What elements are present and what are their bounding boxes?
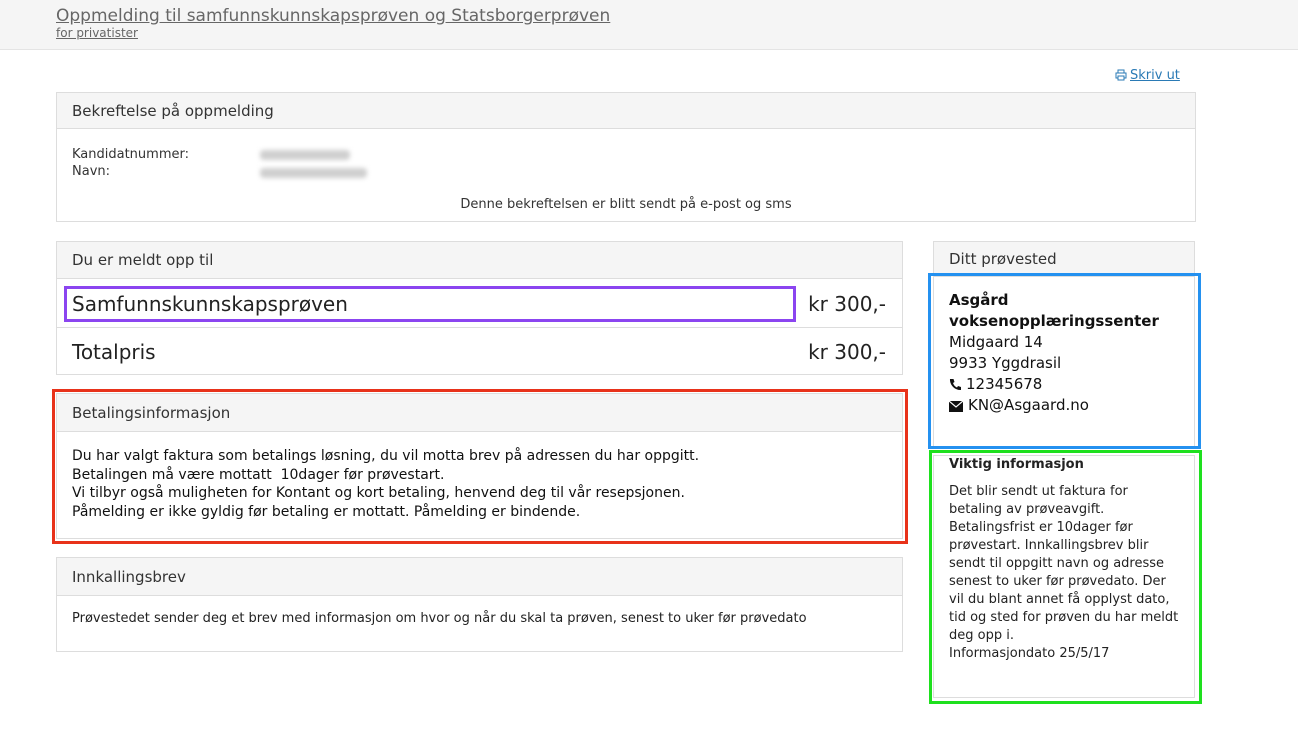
important-info-text <box>949 483 1184 663</box>
exam-price: kr 300,- <box>808 292 886 316</box>
envelope-icon <box>949 396 968 414</box>
phone-number: 12345678 <box>966 375 1043 393</box>
phone-icon <box>949 375 966 393</box>
print-label: Skriv ut <box>1130 68 1180 83</box>
confirmation-panel <box>56 92 1196 222</box>
information-date: Informasjondato 25/5/17 <box>949 646 1110 661</box>
confirmation-sent-note: Denne bekreftelsen er blitt sendt på e-post og sms <box>460 197 792 212</box>
payment-text <box>72 447 699 521</box>
summons-text: Prøvestedet sender deg et brev med informasjon om hvor og når du skal ta prøven, senest to uker før prøvedato <box>72 611 807 626</box>
location-postcode: 9933 Yggdrasil <box>949 354 1062 372</box>
candidate-number-label: Kandidatnummer: <box>72 147 189 162</box>
page-subtitle-link[interactable]: for privatister <box>56 26 138 40</box>
candidate-number-redacted <box>260 150 350 160</box>
test-location-details <box>949 290 1184 416</box>
payment-panel <box>56 393 903 539</box>
total-price: kr 300,- <box>808 340 886 364</box>
important-info-heading: Viktig informasjon <box>949 457 1084 472</box>
total-label: Totalpris <box>72 340 156 364</box>
location-name: Asgård <box>949 291 1009 309</box>
page-title-link[interactable]: Oppmelding til samfunnskunnskapsprøven og Statsborgerprøven <box>56 6 611 26</box>
divider <box>57 327 902 328</box>
printer-icon <box>1115 68 1130 83</box>
exam-name: Samfunnskunnskapsprøven <box>72 292 348 316</box>
confirmation-heading: Bekreftelse på oppmelding <box>57 93 1195 129</box>
registered-heading: Du er meldt opp til <box>57 242 902 279</box>
payment-heading: Betalingsinformasjon <box>57 394 902 432</box>
location-email <box>949 395 1184 416</box>
payment-line: Vi tilbyr også muligheten for Kontant og kort betaling, henvend deg til vår resepsjonen. <box>72 485 685 501</box>
email-address: KN@Asgaard.no <box>968 396 1089 414</box>
location-address: Midgaard 14 <box>949 333 1043 351</box>
top-bar <box>0 0 1298 50</box>
name-label: Navn: <box>72 164 111 179</box>
important-info-body: Det blir sendt ut faktura for betaling av prøveavgift. Betalingsfrist er 10dager før prøvestart. Innkallingsbrev blir sendt til oppgitt navn og adresse senest to uker før prøvedato. Der vil du blant annet få opplyst dato, tid og sted for prøven du har meldt deg opp i. <box>949 484 1179 643</box>
payment-line: Du har valgt faktura som betalings løsning, du vil motta brev på adressen du har oppgitt. <box>72 448 700 464</box>
name-redacted <box>260 168 367 178</box>
registered-panel <box>56 241 903 375</box>
payment-line: Betalingen må være mottatt 10dager før prøvestart. <box>72 466 445 483</box>
important-info-panel <box>933 455 1195 698</box>
location-phone <box>949 374 1184 395</box>
summons-heading: Innkallingsbrev <box>57 558 902 596</box>
print-link[interactable] <box>1115 68 1180 83</box>
test-location-panel <box>933 241 1195 447</box>
location-name-2: voksenopplæringssenter <box>949 312 1159 330</box>
test-location-heading: Ditt prøvested <box>934 242 1194 277</box>
summons-panel <box>56 557 903 652</box>
payment-line: Påmelding er ikke gyldig før betaling er mottatt. Påmelding er bindende. <box>72 503 581 520</box>
